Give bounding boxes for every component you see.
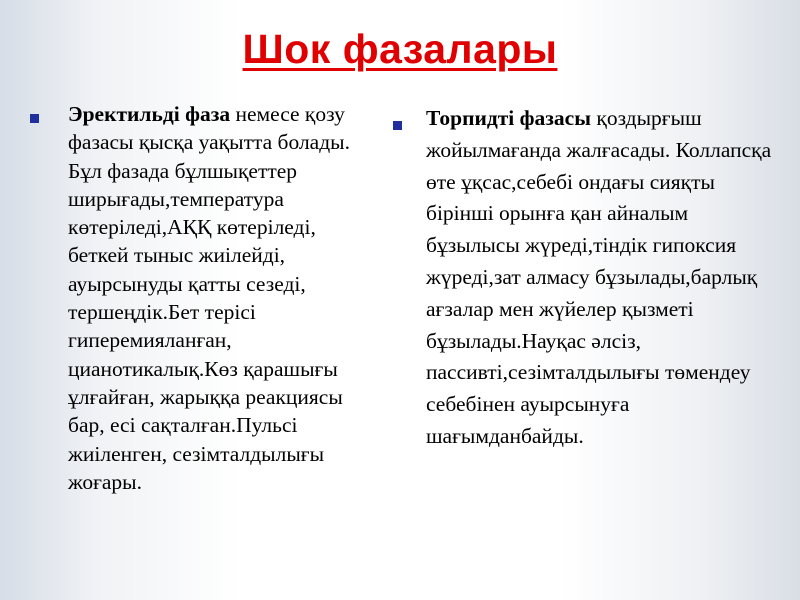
left-paragraph xyxy=(68,100,380,496)
left-body-text: немесе қозу фазасы қысқа уақытта болады. Бұл фазада бұлшықеттер ширығады,температура көтеріледі,АҚҚ көтеріледі, беткей тыныс жиілейді, ауырсынуды қатты сезеді, тершеңдік.Бет терісі гиперемияланған, цианотикалық.Көз қарашығы ұлғайған, жарыққа реакциясы бар, есі сақталған.Пульсі жиіленген, сезімталдылығы жоғары. xyxy=(68,102,350,494)
right-lead-term: Торпидті фазасы xyxy=(426,106,591,130)
bullet-square-icon xyxy=(30,114,39,123)
right-body-text: қоздырғыш жойылмағанда жалғасады. Коллапсқа өте ұқсас,себебі ондағы сияқты бірінші орынға қан айналым бұзылысы жүреді,тіндік гипоксия жүреді,зат алмасу бұзылады,барлық ағзалар мен жүйелер қызметі бұзылады.Науқас әлсіз, пассивті,сезімталдылығы төмендеу себебінен ауырсынуға шағымданбайды. xyxy=(426,106,772,448)
left-column xyxy=(30,100,380,496)
left-lead-term: Эректильді фаза xyxy=(68,102,231,126)
right-column xyxy=(392,100,772,453)
right-paragraph xyxy=(426,103,772,453)
bullet-square-icon xyxy=(393,121,402,130)
slide-title: Шок фазалары xyxy=(242,26,558,72)
